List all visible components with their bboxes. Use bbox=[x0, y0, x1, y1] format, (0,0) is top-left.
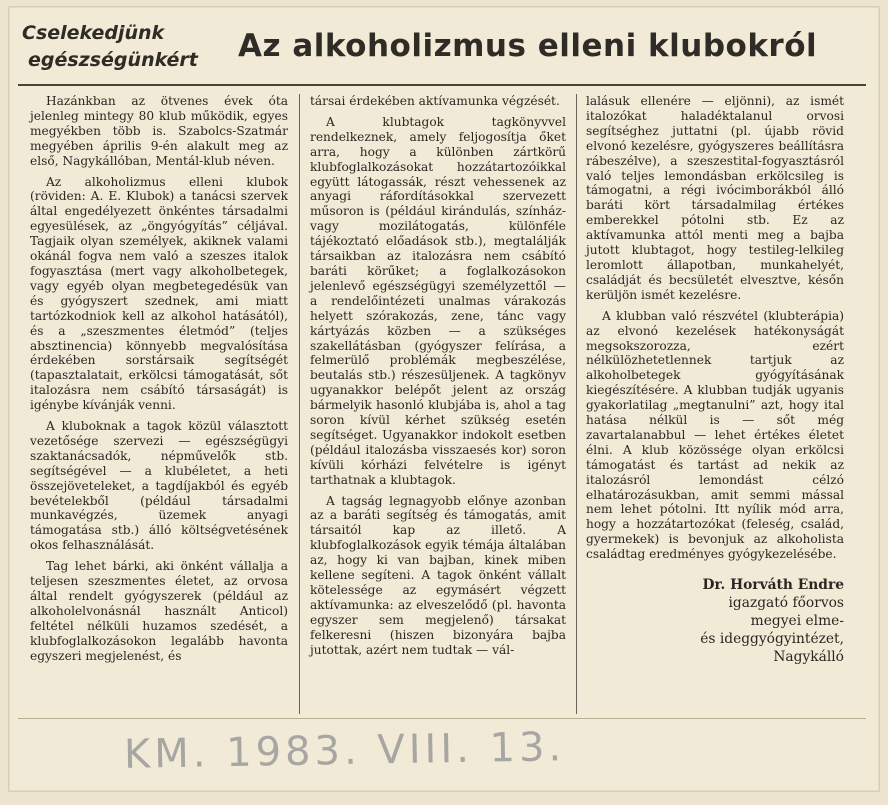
author-name: Dr. Horváth Endre bbox=[702, 577, 844, 594]
bottom-divider bbox=[18, 718, 866, 719]
paragraph: A klubtagok tagkönyvvel rendelkeznek, amely feljogosítja őket arra, hogy a különben zártkörű klubfoglalkozásokat hozzátartozóikkal együtt látogassák, részt vehessenek az anyagi ráfordításokkal szervezett műsoron is (például kirándulás, színház- vagy mozilátogatás, különféle tájékoztató előadások stb.), megtalálják társaikban az italozásra nem csábító baráti körűket; a foglalkozásokon jelenlevő egészségügyi személyzettől — a rendelőintézeti unalmas várakozás helyett szórakozás, zene, tánc vagy kártyázás közben — a szükséges szakellátásban (gyógyszer felírása, a felmerülő problémák megbeszélése, beutalás stb.) részesüljenek. A tagkönyv ugyanakkor belépőt jelent az ország bármelyik hasonló klubjába is, ahol a tag soron kívül kérhet szükség esetén segítséget. Ugyanakkor indokolt esetben (például italozásba visszaesés kor) soron kívüli kórházi felvételre is igényt tarthatnak a klubtagok. bbox=[310, 114, 566, 487]
paragraph: Az alkoholizmus elleni klubok (röviden: A. E. Klubok) a tanácsi szervek által engedélyezett önkéntes társadalmi egyesülések, az „öngyógyítás” céljával. Tagjaik olyan személyek, akiknek valami okánál fogva nem való a szeszes italok fogyasztása (mert vagy alkoholbetegek, vagy egyéb olyan megbetegedésük van és gyógyszert szednek, ami miatt tartózkodniok kell az alkohol hatásától), és a „szeszmentes életmód” (teljes absztinencia) könnyebb megvalósítása érdekében sorstársaik segítségét (tapasztalatait, erkölcsi támogatását, sőt italozásra nem csábító társaságát) is igénybe kívánják venni. bbox=[30, 174, 288, 413]
kicker bbox=[22, 20, 212, 74]
kicker-line-1: Cselekedjünk bbox=[22, 22, 165, 44]
article-column-2 bbox=[310, 94, 566, 664]
kicker-line-2: egészségünkért bbox=[28, 49, 198, 71]
author-title: igazgató főorvos bbox=[728, 595, 844, 612]
column-divider bbox=[576, 94, 577, 714]
handwritten-date-note: KM. 1983. VIII. 13. bbox=[123, 724, 566, 778]
article-column-3 bbox=[586, 94, 844, 666]
author-signature bbox=[586, 576, 844, 666]
author-affiliation-1: megyei elme- bbox=[750, 613, 844, 630]
paragraph: Hazánkban az ötvenes évek óta jelenleg mintegy 80 klub működik, egyes megyékben több is. Szabolcs-Szatmár megyében április 9-én alakult meg az első, Nagykállóban, Mentál-klub néven. bbox=[30, 94, 288, 168]
paragraph: A klubban való részvétel (klubterápia) az elvonó kezelések hatékonyságát megsokszorozza, ezért nélkülözhetetlennek tartjuk az alkoholbetegek gyógyításának kiegészítésére. A klubban tudják ugyanis gyakorlatilag „megtanulni” azt, hogy ital hatása nélkül is — sőt még zavartalanabbul — lehet értékes életet élni. A klub közössége olyan erkölcsi támogatást és tartást ad nekik az italozásról lemondást célzó elhatározásukban, amit semmi mással nem lehet pótolni. Itt nyílik mód arra, hogy a hozzátartozókat (feleség, család, gyermekek) is bevonjuk az alkoholista családtag eredményes gyógykezelésébe. bbox=[586, 308, 844, 562]
article-column-1 bbox=[30, 94, 288, 670]
column-divider bbox=[299, 94, 300, 714]
article-headline: Az alkoholizmus elleni klubokról bbox=[238, 28, 818, 64]
paragraph: A tagság legnagyobb előnye azonban az a baráti segítség és támogatás, amit társaitól kap az illető. A klubfoglalkozások egyik témája általában az, hogy ki van bajban, kinek miben kellene segíteni. A tagok önként vállalt kötelessége az egymásért végzett aktívamunka: az elveszelődő (pl. havonta egyszer sem megjelenő) társakat felkeresni (hiszen bizonyára bajba jutottak, azért nem tudtak — vál- bbox=[310, 493, 566, 657]
paragraph: A kluboknak a tagok közül választott vezetősége szervezi — egészségügyi szaktanácsadók, népművelők stb. segítségével — a klubéletet, a heti összejöveteleket, a tagdíjakból és egyéb bevételekből (például társadalmi munkavégzés, üzemek anyagi támogatása stb.) álló költségvetésének okos felhasználását. bbox=[30, 419, 288, 553]
author-location: Nagykálló bbox=[773, 649, 844, 666]
paragraph: Tag lehet bárki, aki önként vállalja a teljesen szeszmentes életet, az orvosa által rendelt gyógyszerek (például az alkoholelvonásnál használt Anticol) feltétel nélküli huzamos szedését, a klubfoglalkozásokon legalább havonta egyszeri megjelenést, és bbox=[30, 559, 288, 663]
headline-divider bbox=[18, 84, 866, 86]
author-affiliation-2: és ideggyógyintézet, bbox=[700, 631, 844, 648]
paragraph: lalásuk ellenére — eljönni), az ismét italozókat haladéktalanul orvosi segítséghez juttatni (pl. újabb rövid elvonó kezelésre, gyógyszeres beállításra rábeszélve), a szeszestital-fogyasztásról való teljes lemondásban erkölcsileg is támogatni, a régi ivócimborákból álló baráti kört társadalmilag értékes emberekkel pótolni stb. Ez az aktívamunka attól menti meg a bajba jutott klubtagot, hogy testileg-lelkileg leromlott állapotban, munkahelyét, családját és becsületét elvesztve, későn kerüljön ismét kezelésre. bbox=[586, 94, 844, 302]
paragraph: társai érdekében aktívamunka végzését. bbox=[310, 94, 560, 108]
